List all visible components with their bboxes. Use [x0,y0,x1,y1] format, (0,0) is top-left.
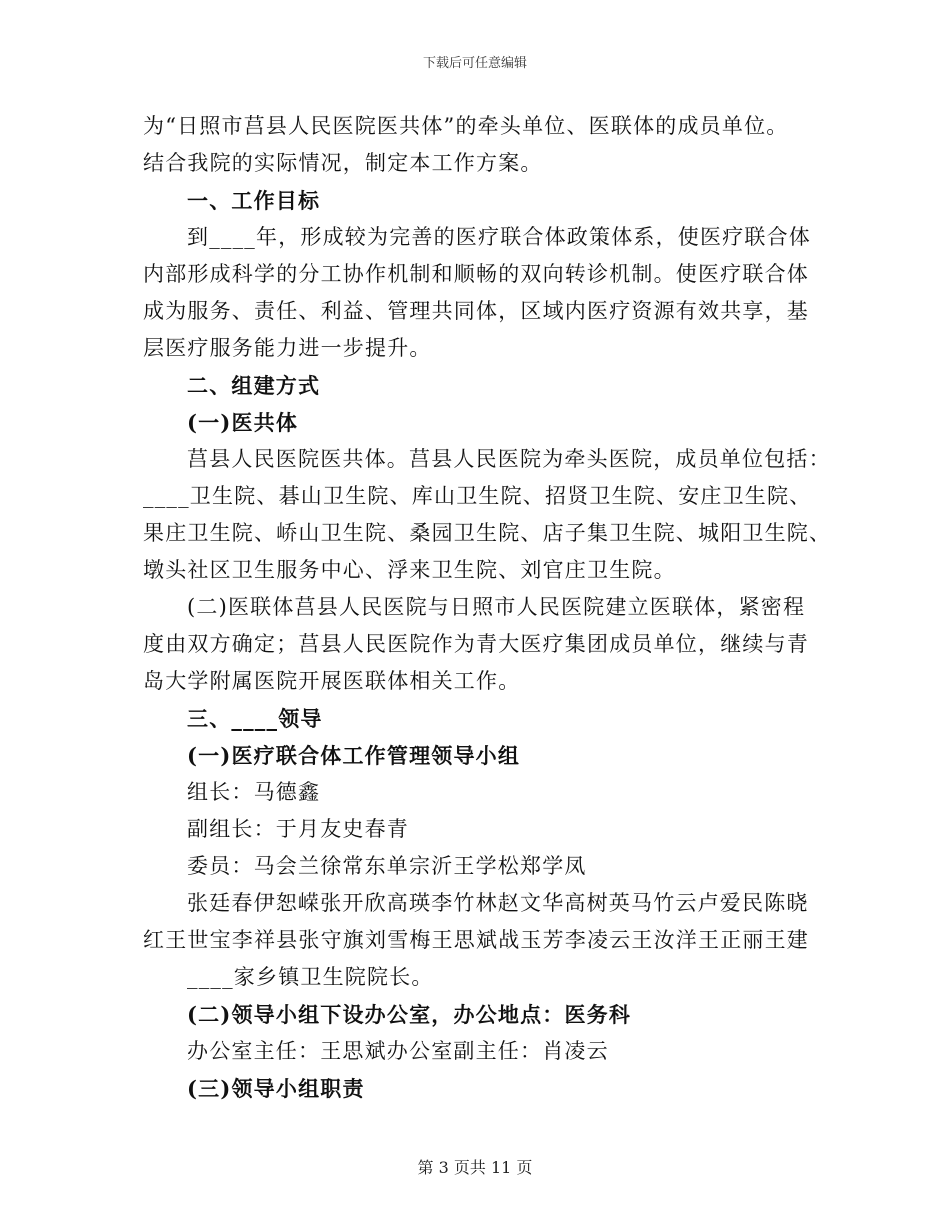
text-line: 张廷春伊恕嵘张开欣高瑛李竹林赵文华高树英马竹云卢爱民陈晓 [187,891,809,915]
paragraph-start: 到____年，形成较为完善的医疗联合体政策体系，使医疗联合体 [187,225,811,249]
text-line: 为“日照市莒县人民医院医共体”的牵头单位、医联体的成员单位。 [143,114,789,138]
text-line: 红王世宝李祥县张守旗刘雪梅王思斌战玉芳李凌云王汝洋王正丽王建 [143,928,809,952]
text-line: 果庄卫生院、峤山卫生院、桑园卫生院、店子集卫生院、城阳卫生院、 [143,521,832,545]
text-line: 层医疗服务能力进一步提升。 [143,336,432,360]
page-header: 下载后可任意编辑 [422,56,527,71]
text-line: 组长：马德鑫 [187,780,321,804]
text-line: ____家乡镇卫生院院长。 [187,965,434,989]
text-line: ____卫生院、碁山卫生院、库山卫生院、招贤卫生院、安庄卫生院、 [143,484,812,508]
subsection-heading: (三)领导小组职责 [187,1076,365,1101]
section-heading: 三、____领导 [187,706,323,731]
section-heading: 二、组建方式 [187,373,321,398]
section-heading: 一、工作目标 [187,188,321,213]
text-line: 墩头社区卫生服务中心、浮来卫生院、刘官庄卫生院。 [143,558,676,582]
text-line: 副组长：于月友史春青 [187,817,409,841]
page-footer: 第 3 页共 11 页 [417,1158,533,1177]
text-line: 结合我院的实际情况，制定本工作方案。 [143,151,543,175]
subsection-heading: (一)医疗联合体工作管理领导小组 [187,743,521,768]
text-line: 委员：马会兰徐常东单宗沂王学松郑学凤 [187,854,587,878]
text-line: 度由双方确定；莒县人民医院作为青大医疗集团成员单位，继续与青 [143,632,809,656]
document-body [143,108,832,1107]
text-line: 办公室主任：王思斌办公室副主任：肖凌云 [187,1039,609,1063]
subsection-heading: (二)领导小组下设办公室，办公地点：医务科 [187,1002,632,1027]
text-line: 岛大学附属医院开展医联体相关工作。 [143,669,521,693]
subsection-heading: (一)医共体 [187,410,299,435]
paragraph-start: 莒县人民医院医共体。莒县人民医院为牵头医院，成员单位包括： [187,447,831,471]
paragraph-start: (二)医联体莒县人民医院与日照市人民医院建立医联体，紧密程 [187,595,806,619]
text-line: 成为服务、责任、利益、管理共同体，区域内医疗资源有效共享，基 [143,299,809,323]
text-line: 内部形成科学的分工协作机制和顺畅的双向转诊机制。使医疗联合体 [143,262,809,286]
